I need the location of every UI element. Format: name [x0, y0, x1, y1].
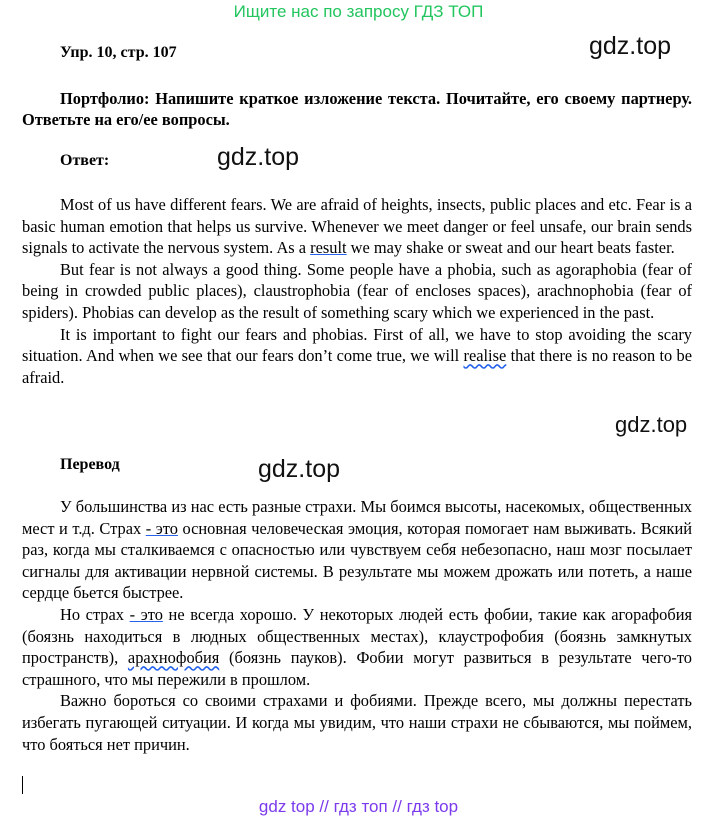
answer-label: Ответ: — [60, 152, 110, 169]
english-answer-text — [22, 194, 692, 388]
task-title: Портфолио: Напишите краткое изложение текста. Почитайте, его своему партнеру. Ответьте на его/ее вопросы. — [22, 89, 692, 129]
russian-translation-text — [22, 496, 692, 755]
russian-dash-1: - это — [145, 518, 178, 538]
russian-paragraph-3: Важно бороться со своими страхами и фобиями. Прежде всего, мы должны перестать избегать пугающей ситуации. И когда мы увидим, что наши страхи не сбываются, мы поймем, что бояться нет причин. — [22, 691, 692, 754]
watermark-2: gdz.top — [217, 143, 300, 171]
exercise-reference: Упр. 10, стр. 107 — [60, 44, 177, 61]
english-paragraph-2: But fear is not always a good thing. Some people have a phobia, such as agoraphobia (fear of being in crowded public places), claustrophobia (fear of encloses spaces), arachnophobia (fear of spiders). Phobias can develop as the result of something scary which we experienced in the past. — [22, 259, 692, 322]
russian-spell-arachnophobia: арахнофобия — [127, 648, 220, 668]
watermark-3: gdz.top — [615, 412, 688, 437]
russian-paragraph-2: Но страх - это не всегда хорошо. У некоторых людей есть фобии, такие как агорафобия (боязнь находиться в людных общественных местах), клаустрофобия (боязнь замкнутых пространств), арахнофобия (боязнь пауков). Фобии могут развиться в результате чего-то страшного, что мы пережили в прошлом. — [22, 604, 692, 689]
search-banner: Ищите нас по запросу ГДЗ ТОП — [233, 2, 484, 21]
russian-paragraph-1: У большинства из нас есть разные страхи. Мы боимся высоты, насекомых, общественных мест и т.д. Страх - это основная человеческая эмоция, которая помогает нам выживать. Всякий раз, когда мы сталкиваемся с опасностью или чувствуем себя небезопасно, наш мозг посылает сигналы для активации нервной системы. В результате мы можем дрожать или потеть, а наше сердце бьется быстрее. — [22, 497, 692, 603]
text-cursor — [22, 776, 23, 794]
english-paragraph-3: It is important to fight our fears and phobias. First of all, we have to stop avoiding the scary situation. And when we see that our fears don’t come true, we will realise that there is no reason to be afraid. — [22, 324, 692, 387]
watermark-1: gdz.top — [589, 32, 672, 60]
watermark-4: gdz.top — [258, 455, 341, 483]
english-spell-realise: realise — [463, 346, 507, 366]
translation-label: Перевод — [60, 456, 120, 473]
russian-dash-2: - это — [129, 604, 163, 624]
english-paragraph-1: Most of us have different fears. We are afraid of heights, insects, public places and etc. Fear is a basic human emotion that helps us survive. Whenever we meet danger or feel unsafe, our brain sends signals to activate the nervous system. As a result we may shake or sweat and our heart beats faster. — [22, 195, 692, 258]
footer-links: gdz top // гдз топ // гдз top — [258, 797, 459, 816]
english-link-result: result — [310, 238, 347, 258]
